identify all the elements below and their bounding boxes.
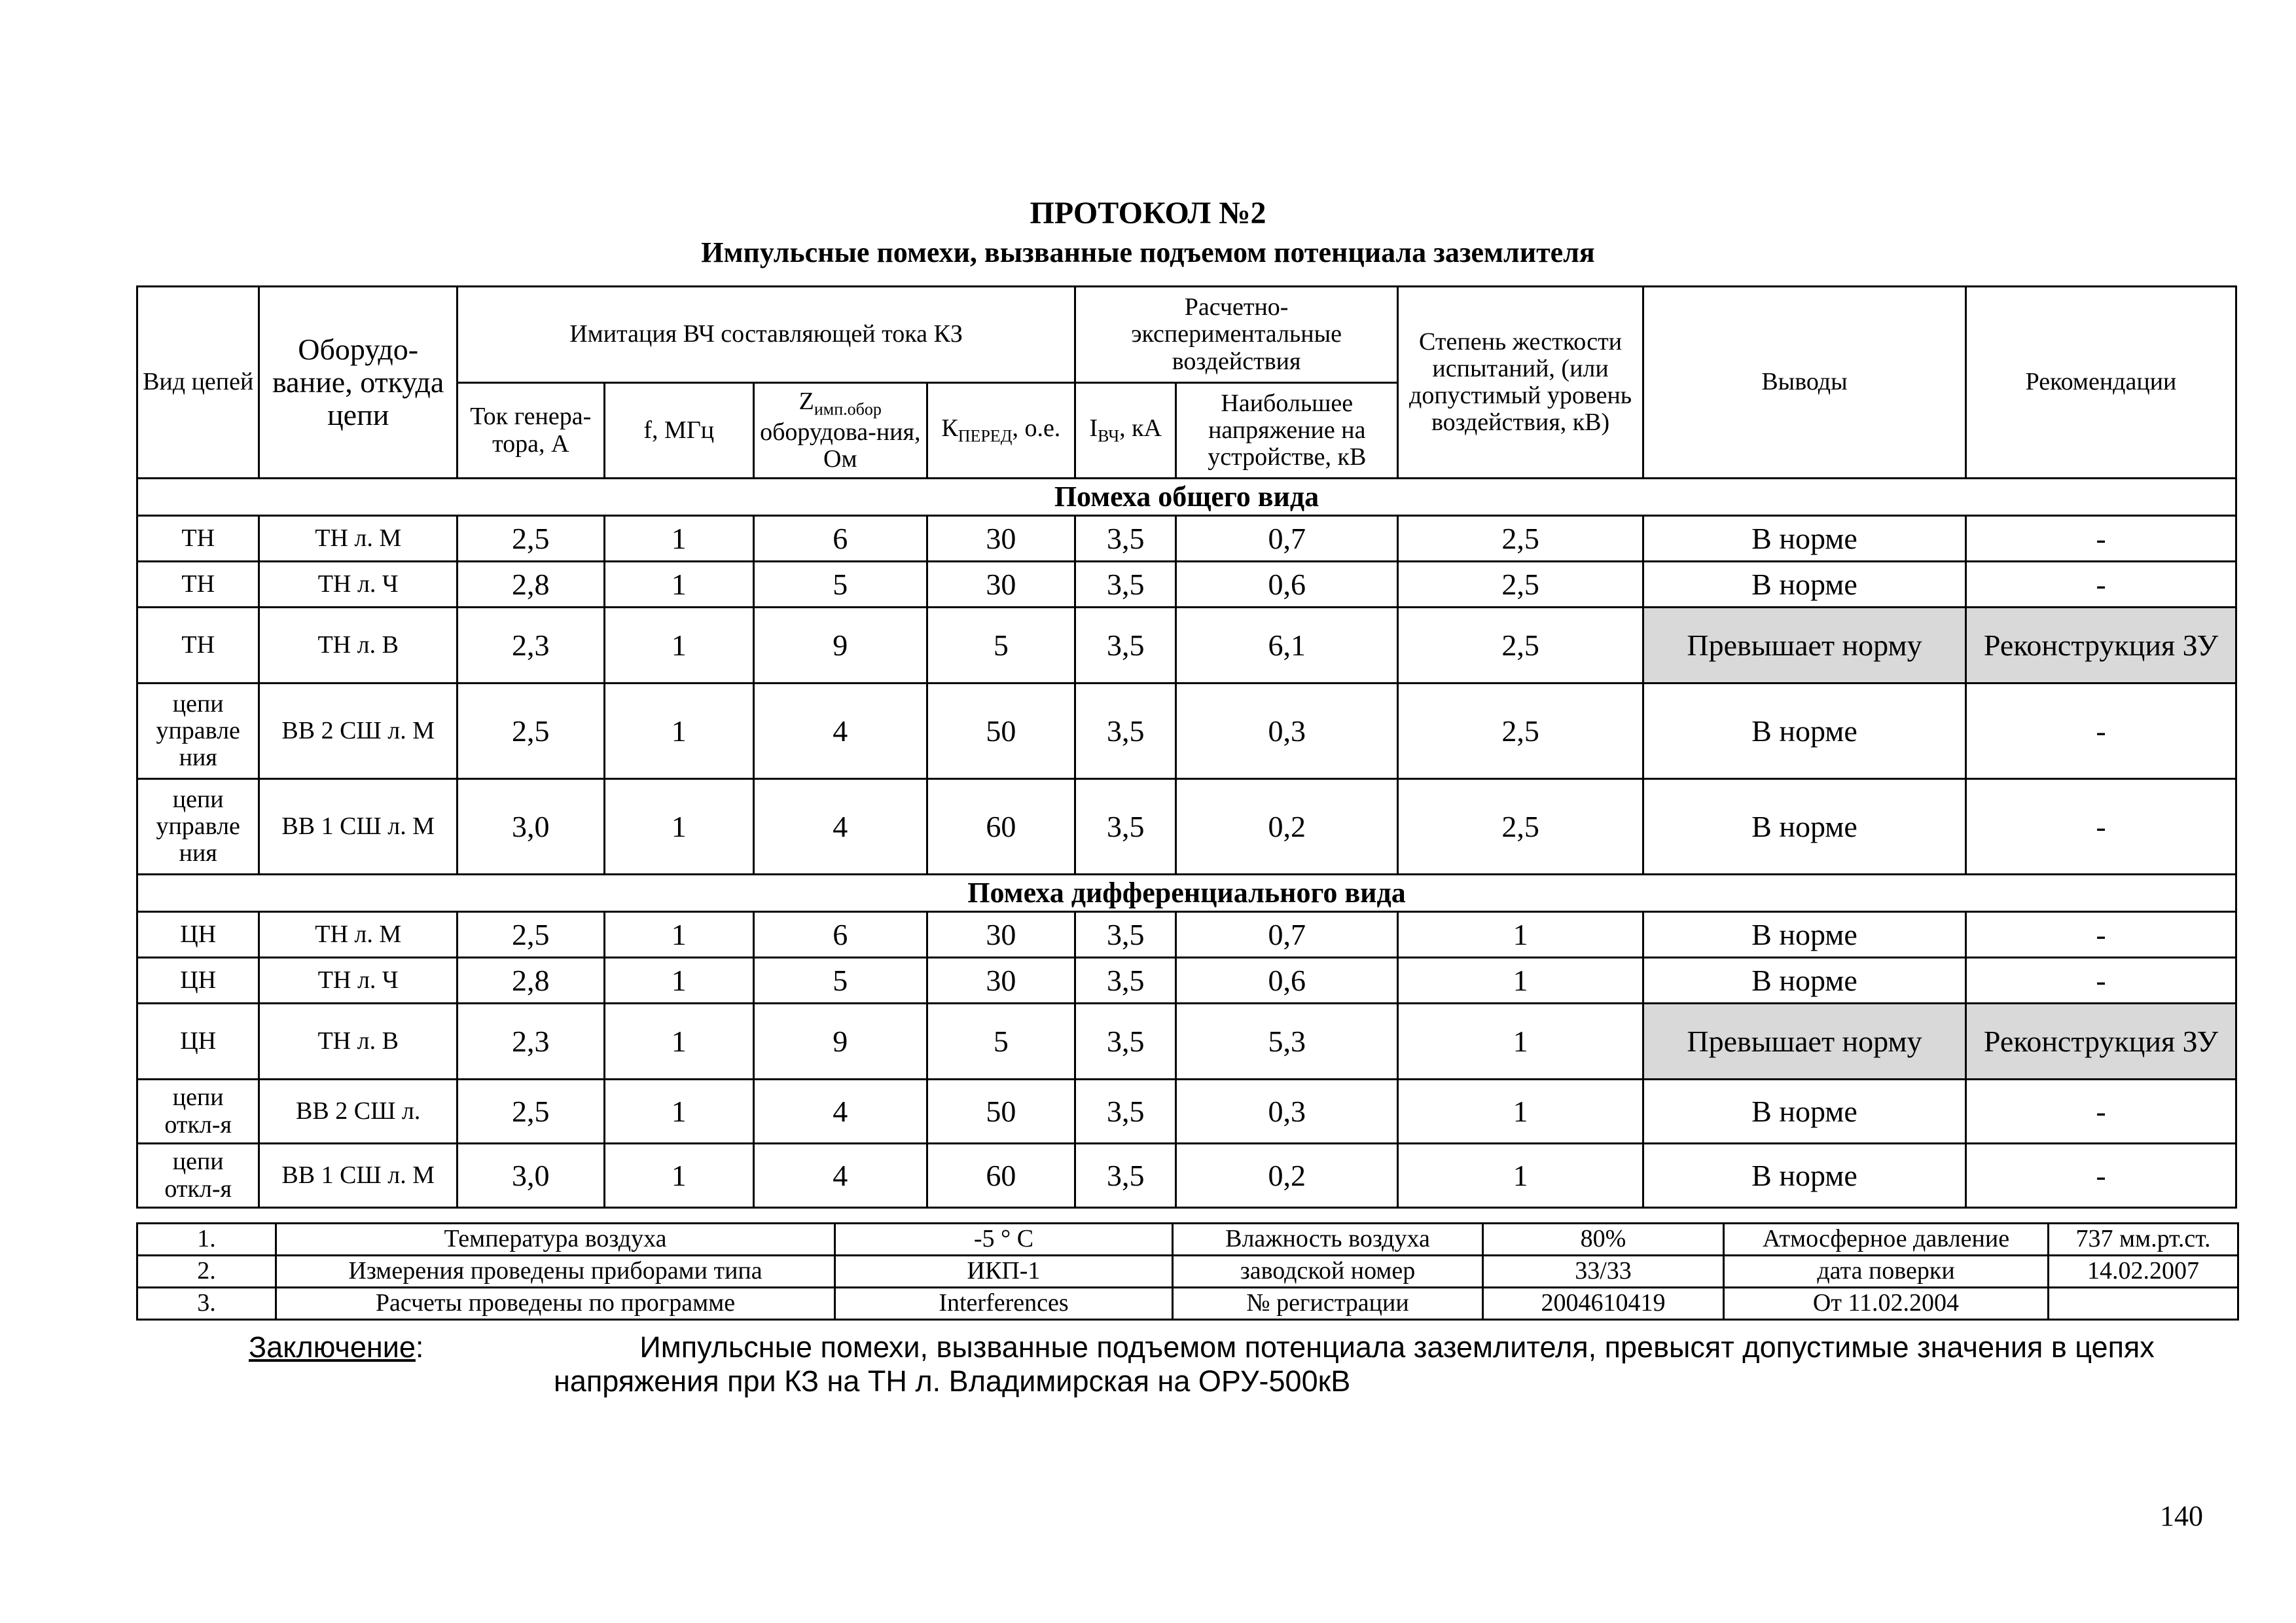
cell-vyvody: Превышает норму	[1643, 608, 1965, 684]
cell-k: 30	[927, 958, 1075, 1004]
cell-u: 0,3	[1176, 684, 1398, 779]
cell-i: 3,5	[1075, 516, 1176, 562]
conditions-cell: Расчеты проведены по программе	[276, 1288, 835, 1320]
cell-equipment: ТН л. В	[259, 1004, 457, 1080]
cell-i: 3,5	[1075, 912, 1176, 958]
cell-z: 4	[754, 1080, 927, 1144]
cell-equipment: ТН л. М	[259, 516, 457, 562]
cell-recommendation: Реконструкция ЗУ	[1966, 1004, 2236, 1080]
cell-u: 5,3	[1176, 1004, 1398, 1080]
cell-k: 60	[927, 779, 1075, 875]
cell-stepen: 2,5	[1398, 516, 1643, 562]
conditions-cell: Атмосферное давление	[1724, 1224, 2049, 1256]
rows-diff	[137, 912, 2236, 1208]
cell-f: 1	[604, 1004, 753, 1080]
cell-vyvody: Превышает норму	[1643, 1004, 1965, 1080]
cell-k: 50	[927, 1080, 1075, 1144]
cell-stepen: 2,5	[1398, 608, 1643, 684]
cell-equipment: ВВ 2 СШ л. М	[259, 684, 457, 779]
cell-f: 1	[604, 516, 753, 562]
document-subtitle: Импульсные помехи, вызванные подъемом потенциала заземлителя	[701, 236, 1595, 268]
table-row	[137, 958, 2236, 1004]
cell-z: 4	[754, 684, 927, 779]
conditions-row	[137, 1224, 2238, 1256]
cell-recommendation: -	[1966, 1080, 2236, 1144]
conditions-cell: Interferences	[835, 1288, 1173, 1320]
conclusion-text-2: напряжения при КЗ на ТН л. Владимирская на ОРУ-500кВ	[554, 1364, 1351, 1398]
cell-vyvody: В норме	[1643, 516, 1965, 562]
conditions-cell: дата поверки	[1724, 1256, 2049, 1288]
conditions-cell: -5 ° С	[835, 1224, 1173, 1256]
page-number: 140	[2160, 1500, 2203, 1532]
section-diff: Помеха дифференциального вида	[137, 875, 2236, 912]
conditions-cell: От 11.02.2004	[1724, 1288, 2049, 1320]
cell-u: 6,1	[1176, 608, 1398, 684]
cell-vyvody: В норме	[1643, 562, 1965, 608]
cell-i: 3,5	[1075, 1004, 1176, 1080]
cell-vid: цепи управле ния	[137, 779, 259, 875]
header-i: $I_{ВЧ}$, кА	[1075, 383, 1176, 479]
cell-k: 60	[927, 1144, 1075, 1208]
cell-z: 5	[754, 562, 927, 608]
cell-z: 9	[754, 1004, 927, 1080]
cell-recommendation: -	[1966, 779, 2236, 875]
conditions-cell: 2.	[137, 1256, 276, 1288]
cell-tok: 2,5	[457, 684, 604, 779]
cell-z: 4	[754, 779, 927, 875]
cell-tok: 2,8	[457, 958, 604, 1004]
table-row	[137, 608, 2236, 684]
cell-stepen: 1	[1398, 912, 1643, 958]
cell-equipment: ВВ 2 СШ л.	[259, 1080, 457, 1144]
cell-i: 3,5	[1075, 1144, 1176, 1208]
conditions-cell: 2004610419	[1483, 1288, 1724, 1320]
cell-vid: цепи откл-я	[137, 1144, 259, 1208]
cell-f: 1	[604, 562, 753, 608]
cell-recommendation: Реконструкция ЗУ	[1966, 608, 2236, 684]
conditions-table	[136, 1222, 2239, 1321]
table-row	[137, 684, 2236, 779]
conditions-cell: 80%	[1483, 1224, 1724, 1256]
cell-f: 1	[604, 608, 753, 684]
cell-k: 30	[927, 562, 1075, 608]
cell-vid: ТН	[137, 516, 259, 562]
cell-u: 0,2	[1176, 1144, 1398, 1208]
header-calc: Расчетно-экспериментальные воздействия	[1075, 287, 1398, 383]
header-z: $Z_{имп.обор}$ оборудова-ния, Ом	[754, 383, 927, 479]
cell-f: 1	[604, 684, 753, 779]
cell-z: 5	[754, 958, 927, 1004]
cell-stepen: 1	[1398, 1004, 1643, 1080]
conditions-cell: 14.02.2007	[2049, 1256, 2238, 1288]
cell-k: 50	[927, 684, 1075, 779]
cell-equipment: ВВ 1 СШ л. М	[259, 1144, 457, 1208]
cell-f: 1	[604, 1144, 753, 1208]
cell-k: 30	[927, 516, 1075, 562]
table-row	[137, 912, 2236, 958]
table-row	[137, 516, 2236, 562]
header-equipment: Оборудо-вание, откуда цепи	[259, 287, 457, 479]
cell-i: 3,5	[1075, 562, 1176, 608]
cell-vid: ТН	[137, 562, 259, 608]
header-u: Наибольшее напряжение на устройстве, кВ	[1176, 383, 1398, 479]
cell-vid: цепи откл-я	[137, 1080, 259, 1144]
conditions-cell: 33/33	[1483, 1256, 1724, 1288]
cell-i: 3,5	[1075, 1080, 1176, 1144]
table-row	[137, 1080, 2236, 1144]
cell-u: 0,7	[1176, 516, 1398, 562]
conditions-row	[137, 1288, 2238, 1320]
table-row	[137, 779, 2236, 875]
cell-recommendation: -	[1966, 912, 2236, 958]
cell-vyvody: В норме	[1643, 958, 1965, 1004]
cell-recommendation: -	[1966, 562, 2236, 608]
cell-equipment: ТН л. Ч	[259, 562, 457, 608]
conditions-cell	[2049, 1288, 2238, 1320]
table-row	[137, 1004, 2236, 1080]
cell-z: 6	[754, 516, 927, 562]
cell-equipment: ТН л. Ч	[259, 958, 457, 1004]
cell-vid: цепи управле ния	[137, 684, 259, 779]
cell-vid: ЦН	[137, 958, 259, 1004]
cell-vyvody: В норме	[1643, 779, 1965, 875]
cell-i: 3,5	[1075, 608, 1176, 684]
table-row	[137, 1144, 2236, 1208]
cell-tok: 2,5	[457, 1080, 604, 1144]
conditions-cell: 1.	[137, 1224, 276, 1256]
cell-i: 3,5	[1075, 958, 1176, 1004]
conditions-row	[137, 1256, 2238, 1288]
cell-u: 0,6	[1176, 562, 1398, 608]
cell-tok: 3,0	[457, 1144, 604, 1208]
conditions-cell: ИКП-1	[835, 1256, 1173, 1288]
cell-z: 6	[754, 912, 927, 958]
cell-vyvody: В норме	[1643, 1144, 1965, 1208]
conclusion-text-1: Импульсные помехи, вызванные подъемом потенциала заземлителя, превысят допустимые значения в цепях	[639, 1330, 2155, 1364]
cell-vyvody: В норме	[1643, 684, 1965, 779]
cell-recommendation: -	[1966, 516, 2236, 562]
cell-i: 3,5	[1075, 779, 1176, 875]
conditions-cell: заводской номер	[1173, 1256, 1483, 1288]
cell-tok: 2,5	[457, 912, 604, 958]
cell-equipment: ТН л. М	[259, 912, 457, 958]
conditions-cell: Влажность воздуха	[1173, 1224, 1483, 1256]
header-vyvody: Выводы	[1643, 287, 1965, 479]
cell-stepen: 2,5	[1398, 562, 1643, 608]
cell-tok: 3,0	[457, 779, 604, 875]
header-k: $К_{ПЕРЕД}$, о.е.	[927, 383, 1075, 479]
cell-z: 4	[754, 1144, 927, 1208]
cell-stepen: 1	[1398, 1144, 1643, 1208]
cell-u: 0,2	[1176, 779, 1398, 875]
cell-u: 0,7	[1176, 912, 1398, 958]
cell-vyvody: В норме	[1643, 912, 1965, 958]
cell-tok: 2,8	[457, 562, 604, 608]
cell-f: 1	[604, 958, 753, 1004]
cell-stepen: 2,5	[1398, 684, 1643, 779]
cell-f: 1	[604, 912, 753, 958]
header-tok: Ток генера-тора, А	[457, 383, 604, 479]
conditions-cell: 737 мм.рт.ст.	[2049, 1224, 2238, 1256]
cell-tok: 2,3	[457, 1004, 604, 1080]
cell-z: 9	[754, 608, 927, 684]
cell-f: 1	[604, 779, 753, 875]
table-row	[137, 562, 2236, 608]
conditions-cell: Температура воздуха	[276, 1224, 835, 1256]
cell-stepen: 2,5	[1398, 779, 1643, 875]
cell-vid: ЦН	[137, 1004, 259, 1080]
cell-i: 3,5	[1075, 684, 1176, 779]
conditions-cell: Измерения проведены приборами типа	[276, 1256, 835, 1288]
cell-u: 0,3	[1176, 1080, 1398, 1144]
cell-vid: ЦН	[137, 912, 259, 958]
cell-f: 1	[604, 1080, 753, 1144]
conclusion: Заключение: Импульсные помехи, вызванные подъемом потенциала заземлителя, превысят допустимые значения в цепях напряжения при КЗ на ТН л. Владимирская на ОРУ-500кВ	[249, 1330, 2155, 1398]
cell-tok: 2,3	[457, 608, 604, 684]
cell-k: 5	[927, 608, 1075, 684]
header-recommendations: Рекомендации	[1966, 287, 2236, 479]
cell-vyvody: В норме	[1643, 1080, 1965, 1144]
cell-k: 5	[927, 1004, 1075, 1080]
header-vid: Вид цепей	[137, 287, 259, 479]
cell-recommendation: -	[1966, 958, 2236, 1004]
cell-u: 0,6	[1176, 958, 1398, 1004]
cell-tok: 2,5	[457, 516, 604, 562]
cell-stepen: 1	[1398, 958, 1643, 1004]
conditions-cell: № регистрации	[1173, 1288, 1483, 1320]
header-imitation: Имитация ВЧ составляющей тока КЗ	[457, 287, 1075, 383]
cell-equipment: ТН л. В	[259, 608, 457, 684]
cell-stepen: 1	[1398, 1080, 1643, 1144]
document-title: ПРОТОКОЛ №2	[1030, 196, 1266, 230]
protocol-table	[136, 285, 2237, 1209]
cell-k: 30	[927, 912, 1075, 958]
header-stepen: Степень жесткости испытаний, (или допустимый уровень воздействия, кВ)	[1398, 287, 1643, 479]
cell-vid: ТН	[137, 608, 259, 684]
cell-equipment: ВВ 1 СШ л. М	[259, 779, 457, 875]
cell-recommendation: -	[1966, 684, 2236, 779]
conclusion-label: Заключение	[249, 1330, 416, 1364]
header-f: f, МГц	[604, 383, 753, 479]
section-common: Помеха общего вида	[137, 479, 2236, 516]
cell-recommendation: -	[1966, 1144, 2236, 1208]
rows-common	[137, 516, 2236, 875]
conditions-cell: 3.	[137, 1288, 276, 1320]
